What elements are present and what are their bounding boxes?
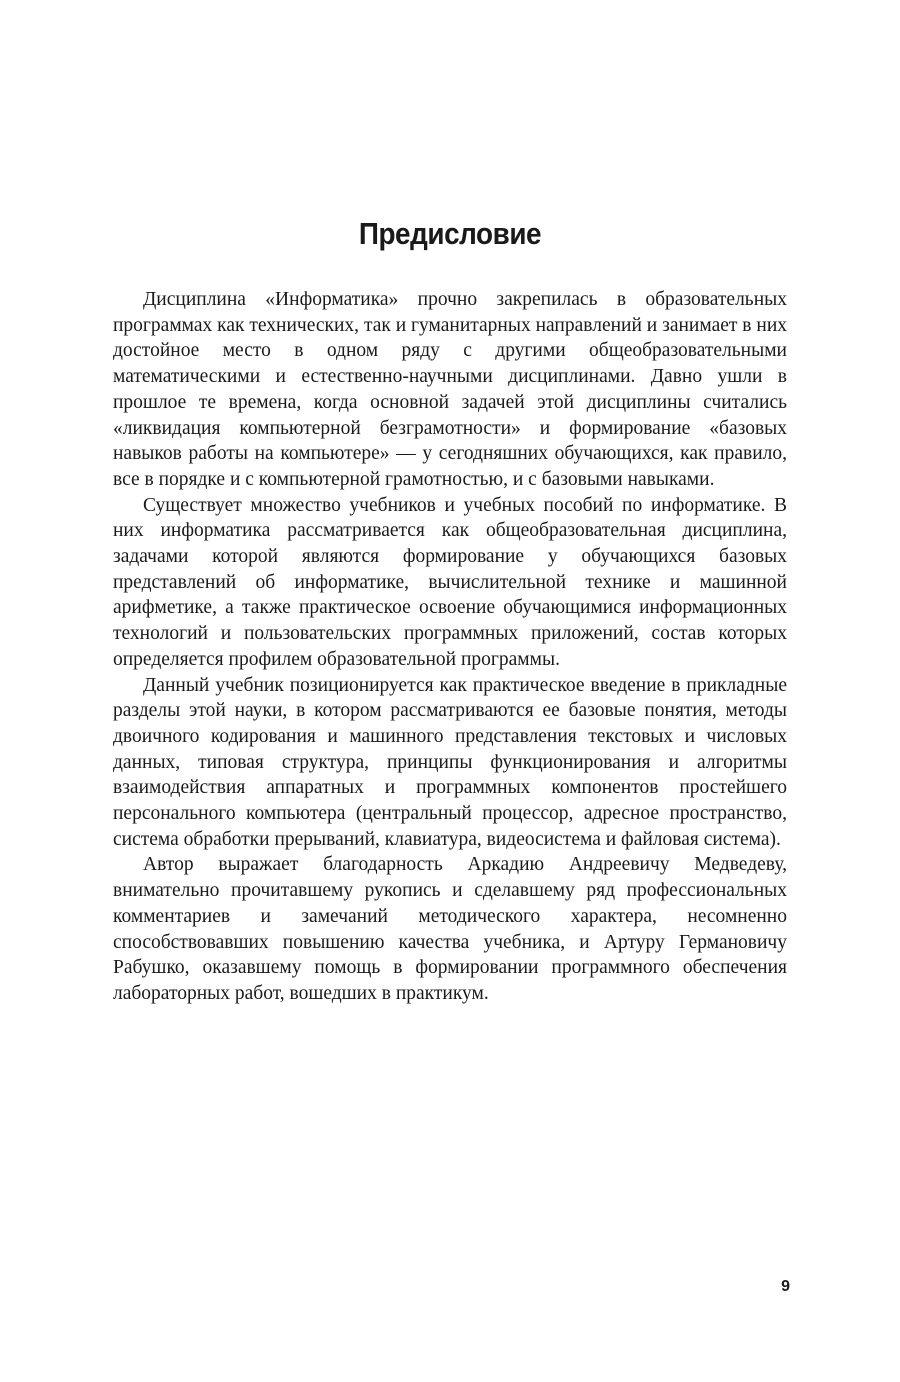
page-title: Предисловие — [358, 216, 542, 251]
preface-body — [113, 287, 787, 1007]
page-number: 9 — [781, 1278, 790, 1295]
paragraph-4: Автор выражает благодарность Аркадию Андреевичу Медведеву, внимательно прочитавшему рукопись и сделавшему ряд профессиональных комментариев и замечаний методического характера, несомненно способствовавших повышению качества учебника, и Артуру Германовичу Рабушко, оказавшему помощь в формировании программного обеспечения лабораторных работ, вошедших в практикум. — [113, 854, 787, 1004]
paragraph-1: Дисциплина «Информатика» прочно закрепилась в образовательных программах как технических, так и гуманитарных направлений и занимает в них достойное место в одном ряду с другими общеобразовательными математическими и естественно-научными дисциплинами. Давно ушли в прошлое те времена, когда основной задачей этой дисциплины считались «ликвидация компьютерной безграмотности» и формирование «базовых навыков работы на компьютере» — у сегодняшних обучающихся, как правило, все в порядке и с компьютерной грамотностью, и с базовыми навыками. — [113, 289, 787, 490]
paragraph-3: Данный учебник позиционируется как практическое введение в прикладные разделы этой науки, в котором рассматриваются ее базовые понятия, методы двоичного кодирования и машинного представления текстовых и числовых данных, типовая структура, принципы функционирования и алгоритмы взаимодействия аппаратных и программных компонентов простейшего персонального компьютера (центральный процессор, адресное пространство, система обработки прерываний, клавиатура, видеосистема и файловая система). — [113, 674, 787, 850]
paragraph-2: Существует множество учебников и учебных пособий по информатике. В них информатика рассматривается как общеобразовательная дисциплина, задачами которой являются формирование у обучающихся базовых представлений об информатике, вычислительной технике и машинной арифметике, а также практическое освоение обучающимися информационных технологий и пользовательских программных приложений, состав которых определяется профилем образовательной программы. — [113, 494, 787, 670]
